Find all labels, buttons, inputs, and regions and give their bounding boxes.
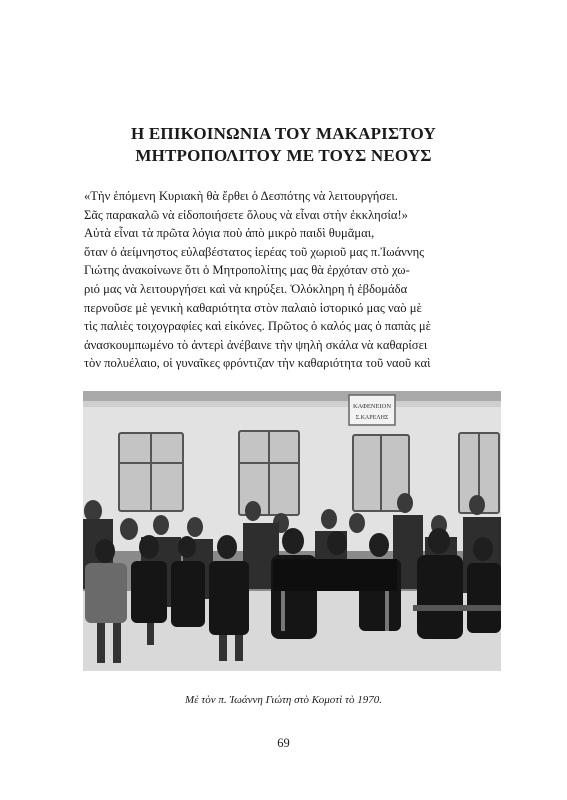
chapter-title-line-1: Η ΕΠΙΚΟΙΝΩΝΙΑ ΤΟΥ ΜΑΚΑΡΙΣΤΟΥ — [130, 124, 437, 143]
historical-photograph — [83, 391, 501, 671]
cafe-sign-line-2: Σ.ΚΑΡΕΛΗΣ — [355, 415, 389, 421]
body-line: ἀνασκουμπωμένο τὸ ἀντερὶ ἀνέβαινε τὴν ψηλὴ σκάλα νὰ καθαρίσει — [84, 337, 428, 352]
photo-caption: Μὲ τὸν π. Ἰωάννη Γιώτη στὸ Κομοτὶ τὸ 1970. — [185, 694, 382, 706]
body-line: ὅταν ὁ ἀείμνηστος εὐλαβέστατος ἱερέας τοῦ χωριοῦ μας π.Ἰωάννης — [84, 244, 425, 259]
body-line: τὶς παλιὲς τοιχογραφίες καὶ εἰκόνες. Πρῶτος ὁ καλός μας ὁ παπὰς μὲ — [84, 319, 431, 334]
body-line: «Τὴν ἑπόμενη Κυριακὴ θὰ ἔρθει ὁ Δεσπότης νὰ λειτουργήσει. — [84, 189, 398, 203]
page-number: 69 — [277, 736, 290, 750]
body-line: Γιώτης ἀνακοίνωνε ὅτι ὁ Μητροπολίτης μας θὰ ἐρχόταν στὸ χω- — [84, 263, 410, 278]
body-line: Σᾶς παρακαλῶ νὰ εἰδοποιήσετε ὅλους νὰ εἶναι στὴν ἐκκλησία!» — [84, 207, 408, 222]
cafe-sign-line-1: ΚΑΦΕΝΕΙΟΝ — [352, 403, 392, 410]
body-line: περνοῦσε μὲ γενικὴ καθαριότητα στὸν παλαιὸ ἱστορικό μας ναὸ μὲ — [84, 300, 422, 315]
chapter-title-line-2: ΜΗΤΡΟΠΟΛΙΤΟΥ ΜΕ ΤΟΥΣ ΝΕΟΥΣ — [135, 146, 432, 165]
body-line: τὸν πολυέλαιο, οἱ γυναῖκες φρόντιζαν τὴν καθαριότητα τοῦ ναοῦ καὶ — [84, 356, 431, 371]
body-line: Αὐτὰ εἶναι τὰ πρῶτα λόγια ποὺ ἀπὸ μικρὸ παιδὶ θυμᾶμαι, — [84, 226, 375, 241]
body-line: ριό μας νὰ λειτουργήσει καὶ νὰ κηρύξει. Ὁλόκληρη ἡ ἑβδομάδα — [84, 281, 408, 296]
chapter-title — [0, 123, 567, 167]
body-paragraphs — [84, 187, 500, 373]
